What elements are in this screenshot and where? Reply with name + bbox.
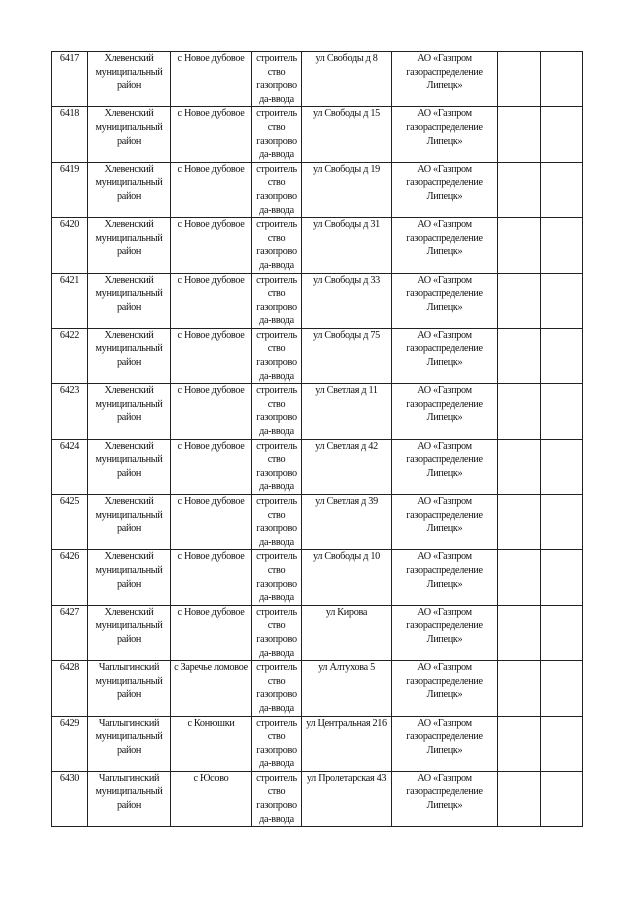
work-type-cell: строитель ство газопрово да-ввода bbox=[252, 328, 302, 383]
work-type-cell: строитель ство газопрово да-ввода bbox=[252, 273, 302, 328]
row-number-cell: 6418 bbox=[52, 107, 88, 162]
address-cell: ул Кирова bbox=[302, 605, 392, 660]
district-cell: Хлевенский муниципальный район bbox=[88, 107, 171, 162]
work-type-cell: строитель ство газопрово да-ввода bbox=[252, 218, 302, 273]
address-cell: ул Свободы д 10 bbox=[302, 550, 392, 605]
organization-cell: АО «Газпром газораспределение Липецк» bbox=[392, 384, 498, 439]
empty-cell bbox=[498, 771, 541, 826]
work-type-cell: строитель ство газопрово да-ввода bbox=[252, 771, 302, 826]
row-number-cell: 6426 bbox=[52, 550, 88, 605]
row-number-cell: 6417 bbox=[52, 52, 88, 107]
organization-cell: АО «Газпром газораспределение Липецк» bbox=[392, 550, 498, 605]
empty-cell bbox=[498, 550, 541, 605]
table-row bbox=[52, 162, 583, 217]
locality-cell: с Новое дубовое bbox=[171, 328, 252, 383]
work-type-cell: строитель ство газопрово да-ввода bbox=[252, 495, 302, 550]
table-row bbox=[52, 107, 583, 162]
table-row bbox=[52, 52, 583, 107]
empty-cell bbox=[541, 439, 583, 494]
table-row bbox=[52, 605, 583, 660]
row-number-cell: 6425 bbox=[52, 495, 88, 550]
locality-cell: с Новое дубовое bbox=[171, 439, 252, 494]
empty-cell bbox=[498, 52, 541, 107]
address-cell: ул Алтухова 5 bbox=[302, 661, 392, 716]
table-row bbox=[52, 328, 583, 383]
organization-cell: АО «Газпром газораспределение Липецк» bbox=[392, 439, 498, 494]
locality-cell: с Конюшки bbox=[171, 716, 252, 771]
empty-cell bbox=[498, 107, 541, 162]
table-row bbox=[52, 273, 583, 328]
table-row bbox=[52, 716, 583, 771]
organization-cell: АО «Газпром газораспределение Липецк» bbox=[392, 771, 498, 826]
empty-cell bbox=[498, 273, 541, 328]
work-type-cell: строитель ство газопрово да-ввода bbox=[252, 107, 302, 162]
district-cell: Хлевенский муниципальный район bbox=[88, 162, 171, 217]
organization-cell: АО «Газпром газораспределение Липецк» bbox=[392, 328, 498, 383]
work-type-cell: строитель ство газопрово да-ввода bbox=[252, 550, 302, 605]
locality-cell: с Юсово bbox=[171, 771, 252, 826]
district-cell: Хлевенский муниципальный район bbox=[88, 550, 171, 605]
empty-cell bbox=[541, 495, 583, 550]
district-cell: Чаплыгинский муниципальный район bbox=[88, 771, 171, 826]
organization-cell: АО «Газпром газораспределение Липецк» bbox=[392, 107, 498, 162]
district-cell: Хлевенский муниципальный район bbox=[88, 328, 171, 383]
district-cell: Чаплыгинский муниципальный район bbox=[88, 661, 171, 716]
district-cell: Хлевенский муниципальный район bbox=[88, 218, 171, 273]
empty-cell bbox=[498, 716, 541, 771]
row-number-cell: 6420 bbox=[52, 218, 88, 273]
empty-cell bbox=[498, 162, 541, 217]
address-cell: ул Светлая д 42 bbox=[302, 439, 392, 494]
work-type-cell: строитель ство газопрово да-ввода bbox=[252, 605, 302, 660]
organization-cell: АО «Газпром газораспределение Липецк» bbox=[392, 218, 498, 273]
work-type-cell: строитель ство газопрово да-ввода bbox=[252, 661, 302, 716]
empty-cell bbox=[498, 384, 541, 439]
empty-cell bbox=[498, 495, 541, 550]
row-number-cell: 6429 bbox=[52, 716, 88, 771]
address-cell: ул Пролетарская 43 bbox=[302, 771, 392, 826]
table-row bbox=[52, 550, 583, 605]
empty-cell bbox=[541, 52, 583, 107]
address-cell: ул Свободы д 15 bbox=[302, 107, 392, 162]
empty-cell bbox=[498, 218, 541, 273]
organization-cell: АО «Газпром газораспределение Липецк» bbox=[392, 273, 498, 328]
organization-cell: АО «Газпром газораспределение Липецк» bbox=[392, 495, 498, 550]
empty-cell bbox=[541, 107, 583, 162]
row-number-cell: 6428 bbox=[52, 661, 88, 716]
locality-cell: с Новое дубовое bbox=[171, 107, 252, 162]
locality-cell: с Новое дубовое bbox=[171, 384, 252, 439]
address-cell: ул Свободы д 31 bbox=[302, 218, 392, 273]
district-cell: Хлевенский муниципальный район bbox=[88, 52, 171, 107]
row-number-cell: 6422 bbox=[52, 328, 88, 383]
row-number-cell: 6421 bbox=[52, 273, 88, 328]
empty-cell bbox=[541, 162, 583, 217]
table-row bbox=[52, 771, 583, 826]
empty-cell bbox=[498, 661, 541, 716]
empty-cell bbox=[541, 384, 583, 439]
registry-table bbox=[51, 51, 583, 827]
table-row bbox=[52, 495, 583, 550]
table-row bbox=[52, 384, 583, 439]
district-cell: Хлевенский муниципальный район bbox=[88, 273, 171, 328]
organization-cell: АО «Газпром газораспределение Липецк» bbox=[392, 52, 498, 107]
table-row bbox=[52, 661, 583, 716]
table-row bbox=[52, 439, 583, 494]
work-type-cell: строитель ство газопрово да-ввода bbox=[252, 716, 302, 771]
address-cell: ул Светлая д 11 bbox=[302, 384, 392, 439]
empty-cell bbox=[541, 550, 583, 605]
locality-cell: с Новое дубовое bbox=[171, 495, 252, 550]
row-number-cell: 6427 bbox=[52, 605, 88, 660]
address-cell: ул Светлая д 39 bbox=[302, 495, 392, 550]
empty-cell bbox=[498, 605, 541, 660]
row-number-cell: 6430 bbox=[52, 771, 88, 826]
district-cell: Чаплыгинский муниципальный район bbox=[88, 716, 171, 771]
organization-cell: АО «Газпром газораспределение Липецк» bbox=[392, 716, 498, 771]
empty-cell bbox=[498, 328, 541, 383]
work-type-cell: строитель ство газопрово да-ввода bbox=[252, 439, 302, 494]
empty-cell bbox=[541, 771, 583, 826]
work-type-cell: строитель ство газопрово да-ввода bbox=[252, 162, 302, 217]
organization-cell: АО «Газпром газораспределение Липецк» bbox=[392, 661, 498, 716]
empty-cell bbox=[541, 605, 583, 660]
locality-cell: с Новое дубовое bbox=[171, 162, 252, 217]
address-cell: ул Свободы д 75 bbox=[302, 328, 392, 383]
locality-cell: с Новое дубовое bbox=[171, 52, 252, 107]
address-cell: ул Свободы д 33 bbox=[302, 273, 392, 328]
organization-cell: АО «Газпром газораспределение Липецк» bbox=[392, 605, 498, 660]
empty-cell bbox=[541, 716, 583, 771]
locality-cell: с Новое дубовое bbox=[171, 605, 252, 660]
locality-cell: с Новое дубовое bbox=[171, 273, 252, 328]
empty-cell bbox=[541, 273, 583, 328]
empty-cell bbox=[541, 328, 583, 383]
district-cell: Хлевенский муниципальный район bbox=[88, 384, 171, 439]
locality-cell: с Новое дубовое bbox=[171, 218, 252, 273]
locality-cell: с Заречье ломовое bbox=[171, 661, 252, 716]
empty-cell bbox=[498, 439, 541, 494]
row-number-cell: 6419 bbox=[52, 162, 88, 217]
district-cell: Хлевенский муниципальный район bbox=[88, 439, 171, 494]
address-cell: ул Центральная 216 bbox=[302, 716, 392, 771]
address-cell: ул Свободы д 8 bbox=[302, 52, 392, 107]
district-cell: Хлевенский муниципальный район bbox=[88, 605, 171, 660]
district-cell: Хлевенский муниципальный район bbox=[88, 495, 171, 550]
work-type-cell: строитель ство газопрово да-ввода bbox=[252, 52, 302, 107]
empty-cell bbox=[541, 218, 583, 273]
row-number-cell: 6424 bbox=[52, 439, 88, 494]
row-number-cell: 6423 bbox=[52, 384, 88, 439]
work-type-cell: строитель ство газопрово да-ввода bbox=[252, 384, 302, 439]
table-row bbox=[52, 218, 583, 273]
address-cell: ул Свободы д 19 bbox=[302, 162, 392, 217]
locality-cell: с Новое дубовое bbox=[171, 550, 252, 605]
organization-cell: АО «Газпром газораспределение Липецк» bbox=[392, 162, 498, 217]
empty-cell bbox=[541, 661, 583, 716]
